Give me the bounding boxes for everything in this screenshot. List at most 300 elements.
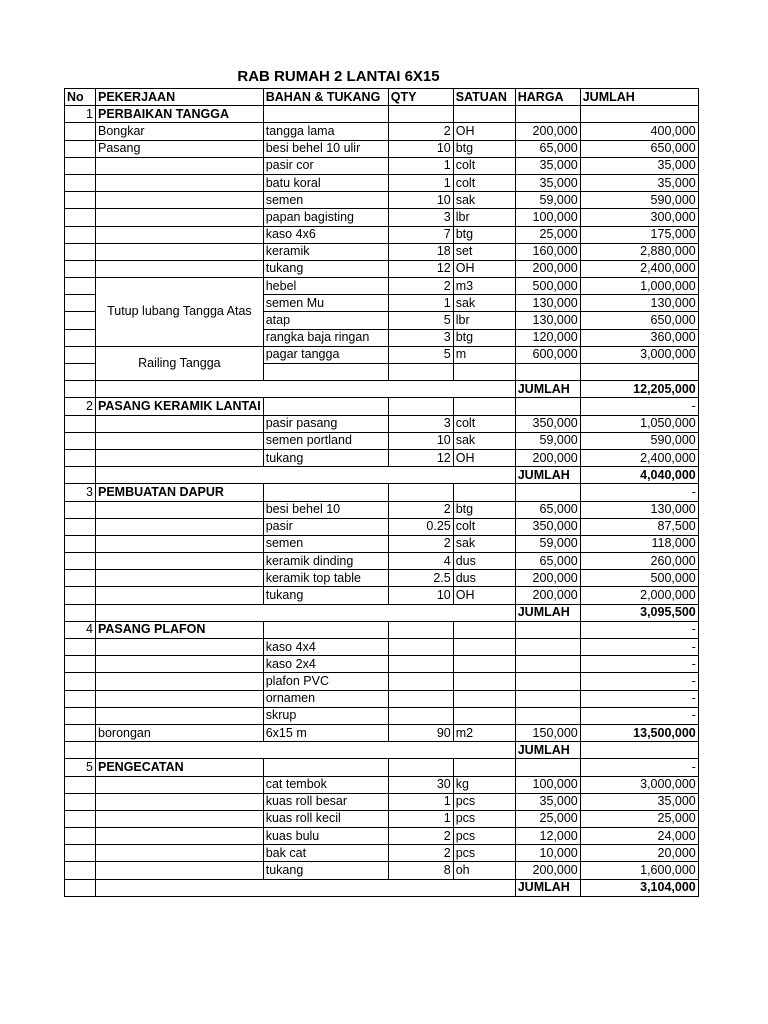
harga-cell: 160,000 (515, 243, 580, 260)
no-cell (65, 209, 96, 226)
harga-cell: 65,000 (515, 140, 580, 157)
jumlah-cell: 260,000 (580, 553, 698, 570)
empty-cell (263, 106, 388, 123)
empty-cell (515, 621, 580, 638)
qty-cell (388, 690, 453, 707)
harga-cell (515, 656, 580, 673)
bahan-cell: skrup (263, 707, 388, 724)
satuan-cell: pcs (453, 845, 515, 862)
qty-cell: 10 (388, 192, 453, 209)
empty-cell (65, 742, 96, 759)
table-row (65, 776, 699, 793)
empty-cell (263, 759, 388, 776)
harga-cell: 200,000 (515, 260, 580, 277)
satuan-cell: btg (453, 226, 515, 243)
section-number: 2 (65, 398, 96, 415)
header-jumlah: JUMLAH (580, 89, 698, 106)
qty-cell: 12 (388, 449, 453, 466)
empty-cell (263, 398, 388, 415)
bahan-cell: rangka baja ringan (263, 329, 388, 346)
harga-cell: 12,000 (515, 828, 580, 845)
empty-cell (263, 484, 388, 501)
table-row (65, 260, 699, 277)
total-label: JUMLAH (515, 879, 580, 896)
pekerjaan-cell (96, 587, 264, 604)
satuan-cell: sak (453, 535, 515, 552)
table-row (65, 415, 699, 432)
section-total-row (65, 467, 699, 484)
table-row (65, 278, 699, 295)
empty-cell (515, 398, 580, 415)
bahan-cell: pasir (263, 518, 388, 535)
jumlah-cell: - (580, 656, 698, 673)
qty-cell: 3 (388, 329, 453, 346)
table-row (65, 724, 699, 741)
section-title-row (65, 398, 699, 415)
satuan-cell: dus (453, 553, 515, 570)
table-row (65, 501, 699, 518)
satuan-cell: pcs (453, 810, 515, 827)
qty-cell (388, 364, 453, 381)
qty-cell: 8 (388, 862, 453, 879)
table-row (65, 862, 699, 879)
no-cell (65, 673, 96, 690)
total-label: JUMLAH (515, 742, 580, 759)
no-cell (65, 415, 96, 432)
harga-cell: 100,000 (515, 209, 580, 226)
table-row (65, 828, 699, 845)
satuan-cell: pcs (453, 828, 515, 845)
empty-cell (96, 742, 516, 759)
no-cell (65, 157, 96, 174)
jumlah-cell: - (580, 673, 698, 690)
qty-cell: 90 (388, 724, 453, 741)
jumlah-cell: 1,600,000 (580, 862, 698, 879)
jumlah-cell: 3,000,000 (580, 346, 698, 363)
no-cell (65, 690, 96, 707)
no-cell (65, 295, 96, 312)
pekerjaan-cell (96, 776, 264, 793)
section-title-jumlah: - (580, 621, 698, 638)
bahan-cell: hebel (263, 278, 388, 295)
harga-cell: 350,000 (515, 518, 580, 535)
jumlah-cell: 35,000 (580, 793, 698, 810)
satuan-cell: sak (453, 432, 515, 449)
pekerjaan-cell (96, 432, 264, 449)
empty-cell (388, 621, 453, 638)
jumlah-cell: 650,000 (580, 312, 698, 329)
section-title-text: PASANG KERAMIK LANTAI (98, 398, 261, 413)
header-harga: HARGA (515, 89, 580, 106)
harga-cell (515, 673, 580, 690)
satuan-cell (453, 707, 515, 724)
bahan-cell: kaso 2x4 (263, 656, 388, 673)
no-cell (65, 828, 96, 845)
satuan-cell (453, 639, 515, 656)
satuan-cell (453, 656, 515, 673)
section-number: 5 (65, 759, 96, 776)
harga-cell: 200,000 (515, 449, 580, 466)
qty-cell: 10 (388, 432, 453, 449)
no-cell (65, 845, 96, 862)
pekerjaan-cell (96, 260, 264, 277)
qty-cell: 1 (388, 793, 453, 810)
empty-cell (96, 879, 516, 896)
bahan-cell: tukang (263, 260, 388, 277)
jumlah-cell: 590,000 (580, 432, 698, 449)
bahan-cell: batu koral (263, 174, 388, 191)
bahan-cell: 6x15 m (263, 724, 388, 741)
jumlah-cell: 2,880,000 (580, 243, 698, 260)
jumlah-cell: 2,000,000 (580, 587, 698, 604)
section-title (96, 759, 264, 776)
harga-cell: 59,000 (515, 192, 580, 209)
table-row (65, 553, 699, 570)
section-title (96, 398, 264, 415)
table-row (65, 157, 699, 174)
qty-cell: 3 (388, 415, 453, 432)
table-row (65, 226, 699, 243)
table-row (65, 587, 699, 604)
table-row (65, 570, 699, 587)
pekerjaan-cell (96, 862, 264, 879)
no-cell (65, 639, 96, 656)
document-title: RAB RUMAH 2 LANTAI 6X15 (237, 68, 440, 85)
jumlah-cell: 175,000 (580, 226, 698, 243)
no-cell (65, 535, 96, 552)
harga-cell (515, 639, 580, 656)
section-title-row (65, 621, 699, 638)
empty-cell (388, 759, 453, 776)
qty-cell: 18 (388, 243, 453, 260)
pekerjaan-cell (96, 501, 264, 518)
section-title-jumlah: - (580, 759, 698, 776)
pekerjaan-cell (96, 535, 264, 552)
jumlah-cell: 25,000 (580, 810, 698, 827)
harga-cell: 65,000 (515, 553, 580, 570)
no-cell (65, 346, 96, 363)
bahan-cell: semen (263, 535, 388, 552)
empty-cell (388, 106, 453, 123)
total-label: JUMLAH (515, 467, 580, 484)
pekerjaan-cell (96, 226, 264, 243)
satuan-cell: OH (453, 449, 515, 466)
bahan-cell: kaso 4x4 (263, 639, 388, 656)
table-row (65, 673, 699, 690)
harga-cell: 130,000 (515, 312, 580, 329)
section-title-jumlah: - (580, 484, 698, 501)
no-cell (65, 226, 96, 243)
satuan-cell: m2 (453, 724, 515, 741)
bahan-cell: kuas roll besar (263, 793, 388, 810)
no-cell (65, 793, 96, 810)
empty-cell (65, 604, 96, 621)
harga-cell: 25,000 (515, 226, 580, 243)
bahan-cell: semen (263, 192, 388, 209)
satuan-cell (453, 364, 515, 381)
harga-cell: 200,000 (515, 570, 580, 587)
section-number: 4 (65, 621, 96, 638)
qty-cell: 12 (388, 260, 453, 277)
bahan-cell: besi behel 10 (263, 501, 388, 518)
table-row (65, 707, 699, 724)
bahan-cell: besi behel 10 ulir (263, 140, 388, 157)
section-total-value: 3,095,500 (580, 604, 698, 621)
no-cell (65, 449, 96, 466)
pekerjaan-cell (96, 518, 264, 535)
bahan-cell: bak cat (263, 845, 388, 862)
section-number: 3 (65, 484, 96, 501)
empty-cell (453, 106, 515, 123)
table-row (65, 432, 699, 449)
table-row (65, 192, 699, 209)
bahan-cell: keramik top table (263, 570, 388, 587)
satuan-cell: sak (453, 192, 515, 209)
header-qty: QTY (388, 89, 453, 106)
harga-cell (515, 690, 580, 707)
harga-cell: 35,000 (515, 793, 580, 810)
jumlah-cell: 13,500,000 (580, 724, 698, 741)
empty-cell (65, 381, 96, 398)
qty-cell: 2 (388, 123, 453, 140)
bahan-cell: pasir pasang (263, 415, 388, 432)
no-cell (65, 724, 96, 741)
harga-cell: 65,000 (515, 501, 580, 518)
jumlah-cell: 87,500 (580, 518, 698, 535)
jumlah-cell: 1,050,000 (580, 415, 698, 432)
table-row (65, 690, 699, 707)
harga-cell: 35,000 (515, 157, 580, 174)
no-cell (65, 776, 96, 793)
section-title (96, 621, 264, 638)
bahan-cell: plafon PVC (263, 673, 388, 690)
empty-cell (65, 467, 96, 484)
harga-cell: 25,000 (515, 810, 580, 827)
pekerjaan-cell (96, 656, 264, 673)
jumlah-cell: 35,000 (580, 157, 698, 174)
jumlah-cell: - (580, 707, 698, 724)
rab-table (64, 88, 699, 897)
satuan-cell: m3 (453, 278, 515, 295)
jumlah-cell: 118,000 (580, 535, 698, 552)
bahan-cell: tukang (263, 449, 388, 466)
header-row (65, 89, 699, 106)
qty-cell: 30 (388, 776, 453, 793)
empty-cell (65, 879, 96, 896)
harga-cell: 130,000 (515, 295, 580, 312)
section-total-value: 4,040,000 (580, 467, 698, 484)
satuan-cell: set (453, 243, 515, 260)
harga-cell: 600,000 (515, 346, 580, 363)
harga-cell: 35,000 (515, 174, 580, 191)
satuan-cell: dus (453, 570, 515, 587)
no-cell (65, 570, 96, 587)
satuan-cell: lbr (453, 209, 515, 226)
no-cell (65, 587, 96, 604)
table-row (65, 535, 699, 552)
empty-cell (388, 398, 453, 415)
no-cell (65, 432, 96, 449)
section-title-text: PASANG PLAFON (98, 622, 206, 637)
no-cell (65, 260, 96, 277)
section-title-jumlah (580, 106, 698, 123)
jumlah-cell: 500,000 (580, 570, 698, 587)
qty-cell: 10 (388, 587, 453, 604)
qty-cell: 1 (388, 810, 453, 827)
section-total-value: 12,205,000 (580, 381, 698, 398)
bahan-cell: keramik dinding (263, 553, 388, 570)
qty-cell: 7 (388, 226, 453, 243)
no-cell (65, 278, 96, 295)
header-no: No (65, 89, 96, 106)
pekerjaan-cell (96, 810, 264, 827)
no-cell (65, 707, 96, 724)
jumlah-cell: 3,000,000 (580, 776, 698, 793)
pekerjaan-cell (96, 415, 264, 432)
empty-cell (515, 759, 580, 776)
empty-cell (453, 621, 515, 638)
satuan-cell: oh (453, 862, 515, 879)
bahan-cell: semen Mu (263, 295, 388, 312)
qty-cell (388, 707, 453, 724)
bahan-cell: kuas bulu (263, 828, 388, 845)
harga-cell (515, 364, 580, 381)
satuan-cell: lbr (453, 312, 515, 329)
no-cell (65, 123, 96, 140)
pekerjaan-cell (96, 690, 264, 707)
satuan-cell: m (453, 346, 515, 363)
header-satuan: SATUAN (453, 89, 515, 106)
table-row (65, 845, 699, 862)
jumlah-cell: - (580, 690, 698, 707)
pekerjaan-cell (96, 449, 264, 466)
harga-cell: 150,000 (515, 724, 580, 741)
bahan-cell: pasir cor (263, 157, 388, 174)
qty-cell: 1 (388, 295, 453, 312)
satuan-cell (453, 673, 515, 690)
qty-cell (388, 639, 453, 656)
table-row (65, 209, 699, 226)
pekerjaan-cell (96, 673, 264, 690)
section-total-row (65, 879, 699, 896)
table-row (65, 243, 699, 260)
empty-cell (453, 759, 515, 776)
harga-cell (515, 707, 580, 724)
jumlah-cell: 300,000 (580, 209, 698, 226)
harga-cell: 500,000 (515, 278, 580, 295)
jumlah-cell: 2,400,000 (580, 449, 698, 466)
harga-cell: 120,000 (515, 329, 580, 346)
table-row (65, 656, 699, 673)
section-title-text: PENGECATAN (98, 759, 184, 774)
pekerjaan-cell (96, 243, 264, 260)
bahan-cell: cat tembok (263, 776, 388, 793)
pekerjaan-cell (96, 845, 264, 862)
section-title-row (65, 759, 699, 776)
empty-cell (453, 484, 515, 501)
qty-cell: 0.25 (388, 518, 453, 535)
jumlah-cell: 130,000 (580, 295, 698, 312)
pekerjaan-cell (96, 707, 264, 724)
total-label: JUMLAH (515, 604, 580, 621)
jumlah-cell: - (580, 639, 698, 656)
jumlah-cell: 2,400,000 (580, 260, 698, 277)
table-row (65, 346, 699, 363)
table-row (65, 639, 699, 656)
pekerjaan-cell (96, 209, 264, 226)
satuan-cell: btg (453, 501, 515, 518)
harga-cell: 59,000 (515, 535, 580, 552)
satuan-cell: kg (453, 776, 515, 793)
section-total-value: 3,104,000 (580, 879, 698, 896)
satuan-cell: sak (453, 295, 515, 312)
pekerjaan-cell: Bongkar (96, 123, 264, 140)
table-row (65, 174, 699, 191)
jumlah-cell (580, 364, 698, 381)
bahan-cell: keramik (263, 243, 388, 260)
qty-cell: 5 (388, 312, 453, 329)
pekerjaan-cell (96, 828, 264, 845)
table-row (65, 140, 699, 157)
empty-cell (96, 604, 516, 621)
empty-cell (388, 484, 453, 501)
satuan-cell: colt (453, 415, 515, 432)
section-title-text: PERBAIKAN TANGGA (98, 106, 230, 121)
jumlah-cell: 590,000 (580, 192, 698, 209)
pekerjaan-cell: Tutup lubang Tangga Atas (96, 278, 264, 347)
pekerjaan-cell (96, 639, 264, 656)
pekerjaan-cell (96, 192, 264, 209)
qty-cell: 10 (388, 140, 453, 157)
qty-cell: 5 (388, 346, 453, 363)
harga-cell: 200,000 (515, 587, 580, 604)
section-total-row (65, 604, 699, 621)
jumlah-cell: 1,000,000 (580, 278, 698, 295)
qty-cell: 2 (388, 828, 453, 845)
jumlah-cell: 35,000 (580, 174, 698, 191)
no-cell (65, 174, 96, 191)
satuan-cell: colt (453, 174, 515, 191)
bahan-cell: kaso 4x6 (263, 226, 388, 243)
qty-cell: 1 (388, 174, 453, 191)
satuan-cell: btg (453, 329, 515, 346)
empty-cell (515, 484, 580, 501)
section-title (96, 106, 264, 123)
no-cell (65, 656, 96, 673)
empty-cell (515, 106, 580, 123)
no-cell (65, 810, 96, 827)
pekerjaan-cell (96, 553, 264, 570)
harga-cell: 200,000 (515, 862, 580, 879)
pekerjaan-cell (96, 570, 264, 587)
harga-cell: 59,000 (515, 432, 580, 449)
table-row (65, 518, 699, 535)
jumlah-cell: 400,000 (580, 123, 698, 140)
pekerjaan-cell (96, 174, 264, 191)
jumlah-cell: 360,000 (580, 329, 698, 346)
section-total-row (65, 742, 699, 759)
total-label: JUMLAH (515, 381, 580, 398)
section-title (96, 484, 264, 501)
qty-cell: 2 (388, 278, 453, 295)
bahan-cell: kuas roll kecil (263, 810, 388, 827)
section-title-jumlah: - (580, 398, 698, 415)
pekerjaan-cell (96, 157, 264, 174)
no-cell (65, 140, 96, 157)
jumlah-cell: 650,000 (580, 140, 698, 157)
qty-cell: 2 (388, 845, 453, 862)
no-cell (65, 862, 96, 879)
